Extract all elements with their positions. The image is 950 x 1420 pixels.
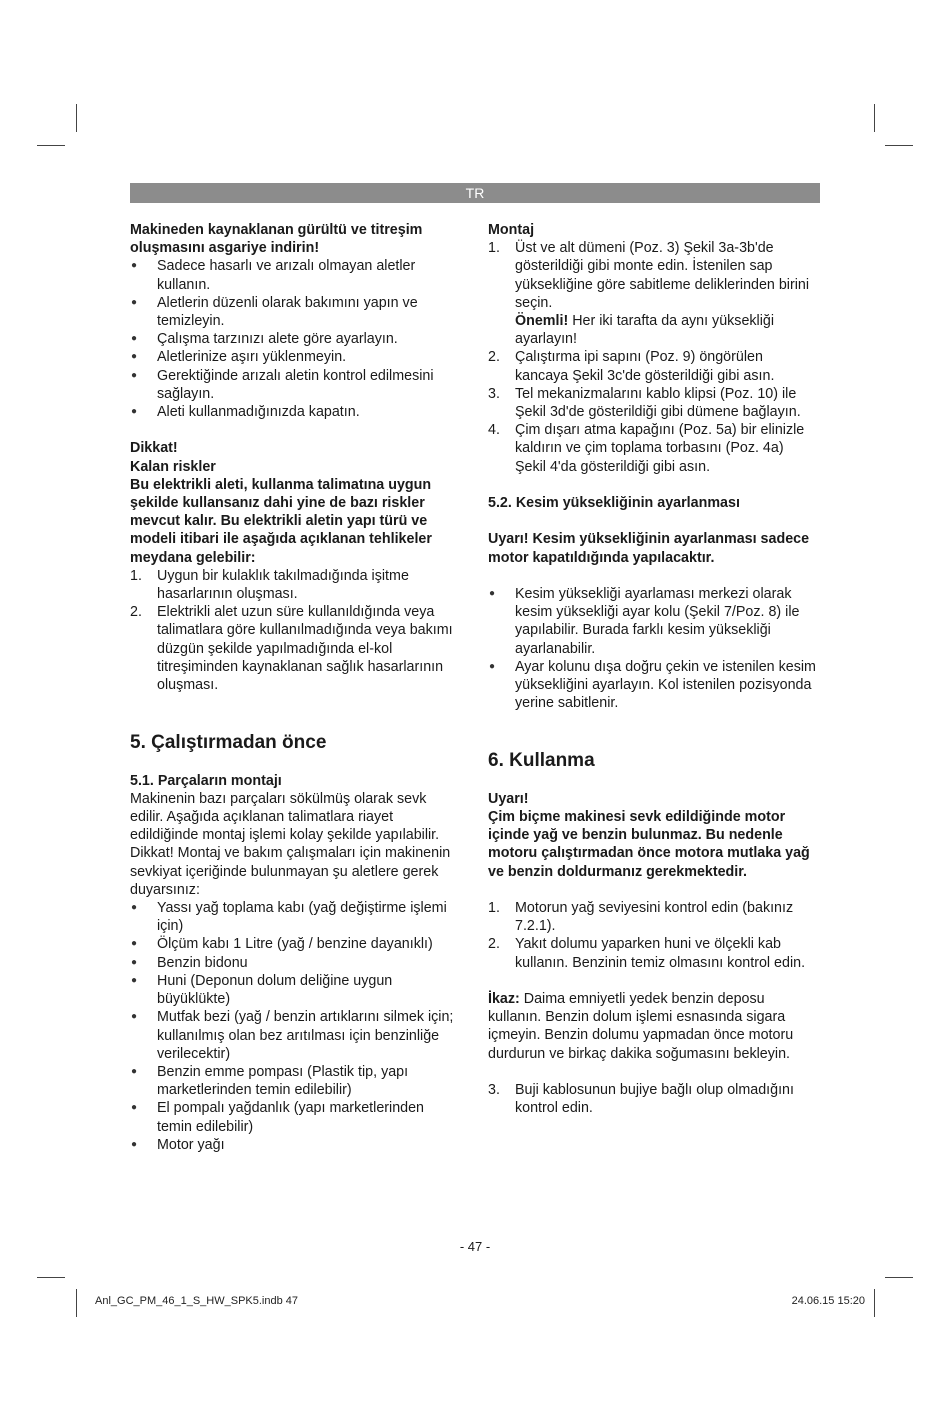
list-item: ● El pompalı yağdanlık (yapı marketlerinden temin edilebilir)	[130, 1099, 460, 1135]
tools-list	[130, 899, 460, 1154]
list-item	[488, 385, 818, 421]
list-item	[488, 899, 818, 935]
residual-title: Kalan riskler	[130, 458, 216, 475]
item-number: 2.	[488, 349, 500, 366]
item-number: 2.	[488, 936, 500, 953]
item-number: 1.	[488, 240, 500, 257]
section-6-list	[488, 899, 818, 972]
list-item: ● Sadece hasarlı ve arızalı olmayan aletler kullanın.	[130, 257, 460, 293]
crop-mark	[76, 1289, 77, 1317]
item-text: Çalıştırma ipi sapını (Poz. 9) öngörülen kancaya Şekil 3c'de gösterildiği gibi asın.	[515, 349, 775, 384]
list-item: ● Yassı yağ toplama kabı (yağ değiştirme işlemi için)	[130, 899, 460, 935]
crop-mark	[885, 145, 913, 146]
list-item	[488, 348, 818, 384]
crop-mark	[37, 145, 65, 146]
crop-mark	[874, 104, 875, 132]
list-item	[488, 935, 818, 971]
list-item: ● Aletlerinize aşırı yüklenmeyin.	[130, 348, 460, 366]
list-item: ● Benzin bidonu	[130, 954, 460, 972]
list-item: ● Gerektiğinde arızalı aletin kontrol edilmesini sağlayın.	[130, 367, 460, 403]
item-number: 3.	[488, 385, 500, 402]
list-item: ● Mutfak bezi (yağ / benzin artıklarını silmek için; kullanılmış olan bez arıtılması için benzinliğe verilecektir)	[130, 1008, 460, 1063]
section-5-1-text: Makinenin bazı parçaları sökülmüş olarak sevk edilir. Aşağıda açıklanan talimatlara riayet edildiğinde montaj işlemi kolay şekilde yapılabilir. Dikkat! Montaj ve bakım çalışmaları için makinenin sevkiyat içeriğinde bulunmayan şu aletlere gerek duyarsınız:	[130, 790, 451, 898]
list-item: ● Motor yağı	[130, 1136, 460, 1154]
list-item: ● Aleti kullanmadığınızda kapatın.	[130, 403, 460, 421]
section-6-warning-text: Çim biçme makinesi sevk edildiğinde motor içinde yağ ve benzin bulunmaz. Bu nedenle motoru çalıştırmadan önce motora mutlaka yağ ve benzin doldurmanız gerekmektedir.	[488, 809, 810, 880]
section-5-2-list	[488, 585, 818, 712]
section-5-1-title: 5.1. Parçaların montajı	[130, 772, 282, 789]
footer-file-name: Anl_GC_PM_46_1_S_HW_SPK5.indb 47	[95, 1295, 299, 1307]
list-item	[488, 1081, 818, 1117]
item-text: Çim dışarı atma kapağını (Poz. 5a) bir elinizle kaldırın ve çim toplama torbasını (Poz. 4a) Şekil 4'da gösterildiği gibi asın.	[515, 422, 805, 475]
residual-intro: Bu elektrikli aleti, kullanma talimatına uygun şekilde kullansanız dahi yine de bazı riskler mevcut kalır. Bu elektrikli aletin yapı türü ve modeli itibari ile aşağıda açıklanan tehlikeler meydana gelebilir:	[130, 476, 432, 566]
list-item: ● Benzin emme pompası (Plastik tip, yapı marketlerinden temin edilebilir)	[130, 1063, 460, 1099]
montaj-title: Montaj	[488, 222, 535, 238]
list-item	[488, 421, 818, 476]
list-item: ● Çalışma tarzınızı alete göre ayarlayın.	[130, 330, 460, 348]
item-number: 4.	[488, 422, 500, 439]
right-column	[488, 221, 818, 1117]
item-text: Üst ve alt dümeni (Poz. 3) Şekil 3a-3b'de gösterildiği gibi monte edin. İstenilen sap yüksekliğine göre sabitleme deliklerinden birini seçin.	[515, 240, 810, 311]
note-label: Önemli!	[515, 313, 569, 330]
section-6-title: 6. Kullanma	[488, 749, 595, 771]
item-number: 2.	[130, 604, 142, 621]
noise-heading: Makineden kaynaklanan gürültü ve titreşim oluşmasını asgariye indirin!	[130, 222, 423, 257]
crop-mark	[37, 1277, 65, 1278]
item-text: Elektrikli alet uzun süre kullanıldığında veya talimatlara göre kullanılmadığında veya bakımı düzgün şekilde yapılmadığında el-kol titreşiminden kaynaklanan sağlık hasarlarının oluşması.	[157, 604, 453, 694]
noise-list	[130, 257, 460, 421]
crop-mark	[76, 104, 77, 132]
section-5-title: 5. Çalıştırmadan önce	[130, 731, 327, 753]
item-text: Motorun yağ seviyesini kontrol edin (bakınız 7.2.1).	[515, 900, 794, 935]
item-text: Buji kablosunun bujiye bağlı olup olmadığını kontrol edin.	[515, 1082, 794, 1117]
left-column	[130, 221, 460, 1154]
list-item: ● Aletlerin düzenli olarak bakımını yapın ve temizleyin.	[130, 294, 460, 330]
crop-mark	[874, 1289, 875, 1317]
ikaz-paragraph	[488, 990, 818, 1063]
montaj-list	[488, 239, 818, 476]
page-number: - 47 -	[459, 1239, 491, 1254]
section-5-2-title: 5.2. Kesim yüksekliğinin ayarlanması	[488, 495, 740, 512]
section-6-warning-title: Uyarı!	[488, 790, 529, 807]
list-item: ● Huni (Deponun dolum deliğine uygun büyüklükte)	[130, 972, 460, 1008]
item-number: 1.	[488, 900, 500, 917]
list-item: ● Kesim yüksekliği ayarlaması merkezi olarak kesim yüksekliği ayar kolu (Şekil 7/Poz. 8) ile yapılabilir. Burada farklı kesim yüksekliği ayarlanabilir.	[488, 585, 818, 658]
section-6-list-continued	[488, 1081, 818, 1117]
language-bar: TR	[130, 183, 820, 203]
crop-mark	[885, 1277, 913, 1278]
section-5-2-warning: Uyarı! Kesim yüksekliğinin ayarlanması sadece motor kapatıldığında yapılacaktır.	[488, 531, 810, 566]
footer-timestamp: 24.06.15 15:20	[791, 1295, 865, 1307]
item-text: Uygun bir kulaklık takılmadığında işitme hasarlarının oluşması.	[157, 567, 409, 603]
item-text: Yakıt dolumu yaparken huni ve ölçekli kab kullanın. Benzinin temiz olmasını kontrol edin.	[515, 936, 806, 971]
dikkat-label: Dikkat!	[130, 440, 178, 457]
list-item: ● Ölçüm kabı 1 Litre (yağ / benzine dayanıklı)	[130, 935, 460, 953]
list-item	[488, 239, 818, 348]
item-number: 1.	[130, 567, 142, 584]
item-number: 3.	[488, 1082, 500, 1099]
list-item	[130, 567, 460, 603]
note-text: Her iki tarafta da aynı yüksekliği ayarlayın!	[515, 313, 775, 348]
ikaz-text: Daima emniyetli yedek benzin deposu kullanın. Benzin dolum işlemi esnasında sigara içmeyin. Benzin dolumu yapmadan önce motoru durdurun ve birkaç dakika soğumasını bekleyin.	[488, 991, 794, 1062]
ikaz-label: İkaz:	[488, 991, 520, 1008]
list-item	[130, 603, 460, 694]
residual-list	[130, 567, 460, 694]
list-item: ● Ayar kolunu dışa doğru çekin ve istenilen kesim yüksekliğini ayarlayın. Kol istenilen pozisyonda yerine sabitlenir.	[488, 658, 818, 713]
item-text: Tel mekanizmalarını kablo klipsi (Poz. 10) ile Şekil 3d'de gösterildiği gibi dümene bağlayın.	[515, 385, 801, 421]
